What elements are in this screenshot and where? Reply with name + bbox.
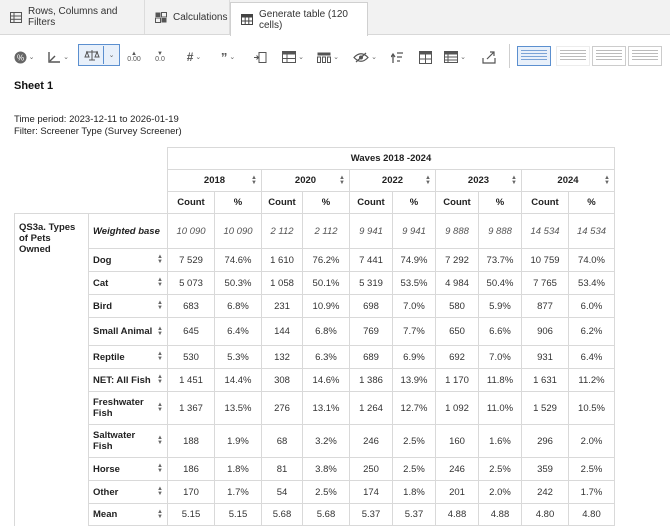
percent-header: % — [393, 192, 436, 214]
table-cell: 246 — [436, 458, 479, 481]
table-cell: 877 — [522, 295, 569, 318]
year-header-2022[interactable] — [350, 170, 436, 192]
row-label-text: Other — [93, 486, 119, 498]
transpose-icon — [419, 51, 432, 64]
sort-arrows-icon[interactable]: ▲ ▼ — [157, 277, 163, 288]
sort-arrows-icon[interactable]: ▲ ▼ — [251, 174, 257, 186]
sort-arrows-icon[interactable]: ▲ ▼ — [157, 254, 163, 265]
quote-icon: ” — [220, 49, 228, 65]
table-cell: 683 — [168, 295, 215, 318]
row-label-text: Cat — [93, 277, 109, 289]
corner-blank — [15, 170, 168, 192]
chevron-down-icon: ⌄ — [460, 54, 466, 61]
table-cell: 6.6% — [479, 318, 522, 346]
table-cell: 13.5% — [215, 392, 262, 425]
sort-arrows-icon[interactable]: ▲ ▼ — [157, 325, 163, 337]
table-cell: 692 — [436, 346, 479, 369]
sort-arrows-icon[interactable]: ▲ ▼ — [604, 174, 610, 186]
sort-arrows-icon[interactable]: ▲ ▼ — [157, 486, 163, 497]
table-icon — [241, 14, 253, 25]
table-cell: 2 112 — [303, 214, 350, 249]
table-cell: 1 170 — [436, 369, 479, 392]
layout-preview-icon — [560, 50, 586, 62]
table-row — [15, 504, 615, 526]
table-cell: 53.4% — [569, 272, 615, 295]
table-cell: 13.1% — [303, 392, 350, 425]
table-row — [15, 481, 615, 504]
table-cell: 2 112 — [262, 214, 303, 249]
table-cell: 11.0% — [479, 392, 522, 425]
table-cell: 9 941 — [350, 214, 393, 249]
table-cell: 645 — [168, 318, 215, 346]
table-cell: 4.88 — [479, 504, 522, 526]
table-cell: 769 — [350, 318, 393, 346]
table-cell: 3.8% — [303, 458, 350, 481]
table-cell: 50.3% — [215, 272, 262, 295]
table-cell: 276 — [262, 392, 303, 425]
table-cell: 359 — [522, 458, 569, 481]
table-row — [15, 458, 615, 481]
layout-option-2[interactable] — [556, 46, 590, 66]
table-cell: 201 — [436, 481, 479, 504]
tab-label: Rows, Columns and Filters — [28, 6, 118, 28]
table-cell: 906 — [522, 318, 569, 346]
table-cell: 5.68 — [303, 504, 350, 526]
table-cell: 1.6% — [479, 425, 522, 458]
table-row — [15, 272, 615, 295]
row-label-text: Reptile — [93, 351, 125, 363]
count-header: Count — [522, 192, 569, 214]
row-label-text: Bird — [93, 300, 112, 312]
table-cell: 10 090 — [215, 214, 262, 249]
table-row — [15, 249, 615, 272]
row-label[interactable] — [89, 504, 168, 526]
scale-icon — [84, 49, 100, 61]
table-cell: 5.9% — [479, 295, 522, 318]
layout-option-4[interactable] — [628, 46, 662, 66]
table-cell: 2.5% — [479, 458, 522, 481]
table-cell: 1 058 — [262, 272, 303, 295]
table-cell: 73.7% — [479, 249, 522, 272]
percent-header: % — [479, 192, 522, 214]
table-cell: 7.0% — [479, 346, 522, 369]
count-header: Count — [350, 192, 393, 214]
year-label: 2022 — [381, 175, 404, 186]
table-cell: 160 — [436, 425, 479, 458]
table-cell: 1 529 — [522, 392, 569, 425]
sort-arrows-icon[interactable]: ▲ ▼ — [425, 174, 431, 186]
row-label[interactable] — [89, 369, 168, 392]
table-cell: 6.9% — [393, 346, 436, 369]
sort-arrows-icon[interactable]: ▲ ▼ — [157, 402, 163, 413]
rows-columns-icon — [10, 12, 22, 23]
table-row — [15, 295, 615, 318]
toolbar-divider — [509, 44, 510, 68]
table-cell: 7 292 — [436, 249, 479, 272]
percent-header: % — [215, 192, 262, 214]
row-label[interactable] — [89, 458, 168, 481]
table-cell: 5 073 — [168, 272, 215, 295]
table-cell: 1.9% — [215, 425, 262, 458]
table-cell: 296 — [522, 425, 569, 458]
chevron-down-icon: ⌄ — [298, 54, 304, 61]
corner-blank — [15, 148, 168, 170]
table-cell: 1 610 — [262, 249, 303, 272]
columns-view-button[interactable] — [316, 46, 340, 68]
axis-icon — [47, 51, 61, 64]
layout-preview-icon — [521, 50, 547, 62]
row-label[interactable] — [89, 295, 168, 318]
table-cell: 308 — [262, 369, 303, 392]
table-cell: 9 888 — [436, 214, 479, 249]
table-cell: 7 765 — [522, 272, 569, 295]
table-cell: 4.80 — [522, 504, 569, 526]
table-cell: 650 — [436, 318, 479, 346]
table-cell: 2.5% — [303, 481, 350, 504]
layout-option-3[interactable] — [592, 46, 626, 66]
table-cell: 7.7% — [393, 318, 436, 346]
table-cell: 14.4% — [215, 369, 262, 392]
table-cell: 14 534 — [569, 214, 615, 249]
table-cell: 3.2% — [303, 425, 350, 458]
table-cell: 5.37 — [393, 504, 436, 526]
table-cell: 6.8% — [303, 318, 350, 346]
table-cell: 1.7% — [215, 481, 262, 504]
chevron-down-icon: ⌄ — [371, 54, 377, 61]
table-cell: 1 092 — [436, 392, 479, 425]
row-label[interactable] — [89, 249, 168, 272]
sort-arrows-icon[interactable]: ▲ ▼ — [157, 435, 163, 446]
table-cell: 698 — [350, 295, 393, 318]
tab-label: Calculations — [173, 11, 228, 23]
table-cell: 9 888 — [479, 214, 522, 249]
weight-button[interactable] — [78, 44, 120, 66]
table-cell: 7 441 — [350, 249, 393, 272]
table-cell: 10 759 — [522, 249, 569, 272]
increase-decimals-button[interactable] — [152, 46, 168, 68]
export-button[interactable] — [480, 46, 498, 68]
export-icon — [482, 51, 496, 64]
table-cell: 7.0% — [393, 295, 436, 318]
table-row — [15, 425, 615, 458]
table-cell: 188 — [168, 425, 215, 458]
table-cell: 132 — [262, 346, 303, 369]
row-label-text: Freshwater Fish — [93, 397, 144, 419]
table-cell: 1.7% — [569, 481, 615, 504]
table-cell: 14 534 — [522, 214, 569, 249]
table-cell: 6.0% — [569, 295, 615, 318]
table-cell: 1.8% — [393, 481, 436, 504]
table-cell: 1 367 — [168, 392, 215, 425]
table-cell: 231 — [262, 295, 303, 318]
table-cell: 186 — [168, 458, 215, 481]
arrow-up-icon: ▲ — [131, 51, 137, 57]
filter-text: Filter: Screener Type (Survey Screener) — [14, 126, 182, 137]
table-cell: 4.88 — [436, 504, 479, 526]
year-header-2023[interactable] — [436, 170, 522, 192]
columns-icon — [317, 52, 331, 63]
list-grid-icon — [444, 51, 458, 63]
crosstab-table — [14, 147, 615, 526]
row-label[interactable] — [89, 346, 168, 369]
table-cell: 1.8% — [215, 458, 262, 481]
table-cell: 931 — [522, 346, 569, 369]
table-cell: 5.15 — [215, 504, 262, 526]
chevron-down-icon: ⌄ — [229, 54, 236, 61]
tab-calculations[interactable] — [145, 0, 230, 34]
arrow-down-icon: ▼ — [157, 51, 163, 57]
table-cell: 1 386 — [350, 369, 393, 392]
layout-option-1[interactable] — [517, 46, 551, 66]
row-label-text: Horse — [93, 463, 120, 475]
table-cell: 5.68 — [262, 504, 303, 526]
table-row — [15, 214, 615, 249]
number-format-button[interactable] — [182, 46, 206, 68]
table-cell: 6.2% — [569, 318, 615, 346]
table-cell: 5 319 — [350, 272, 393, 295]
insert-icon — [253, 51, 267, 64]
table-cell: 1 264 — [350, 392, 393, 425]
sort-arrows-icon[interactable]: ▲ ▼ — [339, 174, 345, 186]
percent-format-button[interactable] — [12, 46, 36, 68]
layout-preview-icon — [632, 50, 658, 62]
table-cell: 6.8% — [215, 295, 262, 318]
table-cell: 81 — [262, 458, 303, 481]
sort-arrows-icon[interactable]: ▲ ▼ — [157, 351, 163, 362]
year-header-2018[interactable] — [168, 170, 262, 192]
sort-arrows-icon[interactable]: ▲ ▼ — [511, 174, 517, 186]
row-label-text: NET: All Fish — [93, 374, 151, 386]
sort-button[interactable] — [388, 46, 406, 68]
table-cell: 74.0% — [569, 249, 615, 272]
table-cell: 170 — [168, 481, 215, 504]
table-row — [15, 392, 615, 425]
table-row — [15, 369, 615, 392]
row-label-text: Mean — [93, 509, 118, 520]
row-label-text: Dog — [93, 254, 112, 266]
table-cell: 5.37 — [350, 504, 393, 526]
row-label[interactable] — [89, 392, 168, 425]
table-cell: 74.9% — [393, 249, 436, 272]
table-cell: 250 — [350, 458, 393, 481]
hash-icon: # — [186, 50, 194, 64]
table-layout-button[interactable] — [281, 46, 305, 68]
table-cell: 5.3% — [215, 346, 262, 369]
table-row — [15, 346, 615, 369]
layout-preview-icon — [596, 50, 622, 62]
grid-icon — [282, 51, 296, 63]
table-cell: 1 451 — [168, 369, 215, 392]
table-cell: 7 529 — [168, 249, 215, 272]
table-cell: 10.9% — [303, 295, 350, 318]
table-cell: 50.1% — [303, 272, 350, 295]
table-cell: 9 941 — [393, 214, 436, 249]
chevron-down-icon: ⌄ — [28, 54, 35, 61]
row-label[interactable] — [89, 272, 168, 295]
sheet-title: Sheet 1 — [14, 80, 54, 92]
table-cell: 689 — [350, 346, 393, 369]
table-cell: 54 — [262, 481, 303, 504]
decimals-up-label: 0.0 — [155, 56, 165, 63]
table-cell: 242 — [522, 481, 569, 504]
table-cell: 4 984 — [436, 272, 479, 295]
insert-column-button[interactable] — [251, 46, 269, 68]
calculations-icon — [155, 12, 167, 23]
table-cell: 11.8% — [479, 369, 522, 392]
year-header-2024[interactable] — [522, 170, 615, 192]
count-header: Count — [262, 192, 303, 214]
percent-icon — [14, 51, 27, 64]
table-cell: 12.7% — [393, 392, 436, 425]
decrease-decimals-button[interactable] — [125, 46, 143, 68]
sort-arrows-icon[interactable]: ▲ ▼ — [157, 300, 163, 311]
row-label[interactable] — [89, 425, 168, 458]
svg-text:%: % — [16, 53, 24, 62]
table-cell: 530 — [168, 346, 215, 369]
table-cell: 2.0% — [479, 481, 522, 504]
table-cell: 13.9% — [393, 369, 436, 392]
table-cell: 6.3% — [303, 346, 350, 369]
weighted-base-label: Weighted base — [89, 214, 168, 249]
table-cell: 144 — [262, 318, 303, 346]
sort-icon — [391, 51, 404, 64]
corner-blank — [15, 192, 168, 214]
count-header: Count — [168, 192, 215, 214]
quote-format-button[interactable] — [216, 46, 240, 68]
table-cell: 6.4% — [569, 346, 615, 369]
table-cell: 50.4% — [479, 272, 522, 295]
table-cell: 4.80 — [569, 504, 615, 526]
chevron-down-icon: ⌄ — [108, 52, 115, 59]
table-cell: 246 — [350, 425, 393, 458]
table-cell: 2.5% — [569, 458, 615, 481]
table-cell: 76.2% — [303, 249, 350, 272]
chart-type-button[interactable] — [46, 46, 70, 68]
sort-arrows-icon[interactable]: ▲ ▼ — [157, 463, 163, 474]
year-label: 2023 — [467, 175, 490, 186]
visibility-button[interactable] — [352, 46, 378, 68]
wave-header: Waves 2018 -2024 — [168, 148, 615, 170]
chart-view-button[interactable] — [443, 46, 467, 68]
year-label: 2020 — [294, 175, 317, 186]
count-header: Count — [436, 192, 479, 214]
transpose-button[interactable] — [416, 46, 434, 68]
year-label: 2024 — [557, 175, 579, 186]
table-cell: 174 — [350, 481, 393, 504]
tab-rows-columns-filters[interactable] — [0, 0, 145, 34]
row-label-text: Small Animal — [93, 326, 153, 337]
tab-bar — [0, 0, 670, 35]
tab-generate-table[interactable] — [230, 2, 368, 36]
year-header-2020[interactable] — [262, 170, 350, 192]
table-cell: 14.6% — [303, 369, 350, 392]
percent-header: % — [569, 192, 615, 214]
table-cell: 10 090 — [168, 214, 215, 249]
table-row — [15, 318, 615, 346]
row-label[interactable] — [89, 318, 168, 346]
chevron-down-icon: ⌄ — [333, 54, 339, 61]
percent-header: % — [303, 192, 350, 214]
eye-icon — [353, 52, 369, 63]
row-label-text: Saltwater Fish — [93, 430, 136, 452]
table-cell: 11.2% — [569, 369, 615, 392]
question-label: QS3a. Types of Pets Owned — [15, 214, 89, 526]
table-cell: 74.6% — [215, 249, 262, 272]
table-cell: 6.4% — [215, 318, 262, 346]
chevron-down-icon: ⌄ — [63, 54, 69, 61]
table-cell: 2.5% — [393, 458, 436, 481]
table-cell: 2.0% — [569, 425, 615, 458]
decimals-down-label: 0.00 — [127, 56, 141, 63]
table-cell: 5.15 — [168, 504, 215, 526]
table-cell: 1 631 — [522, 369, 569, 392]
table-cell: 10.5% — [569, 392, 615, 425]
year-label: 2018 — [203, 175, 226, 186]
table-cell: 53.5% — [393, 272, 436, 295]
table-cell: 580 — [436, 295, 479, 318]
time-period-text: Time period: 2023-12-11 to 2026-01-19 — [14, 114, 179, 125]
table-cell: 2.5% — [393, 425, 436, 458]
table-cell: 68 — [262, 425, 303, 458]
sort-arrows-icon[interactable]: ▲ ▼ — [157, 374, 163, 385]
chevron-down-icon: ⌄ — [195, 54, 202, 61]
row-label[interactable] — [89, 481, 168, 504]
sort-arrows-icon[interactable]: ▲ ▼ — [157, 508, 163, 520]
tab-label: Generate table (120 cells) — [259, 8, 348, 31]
